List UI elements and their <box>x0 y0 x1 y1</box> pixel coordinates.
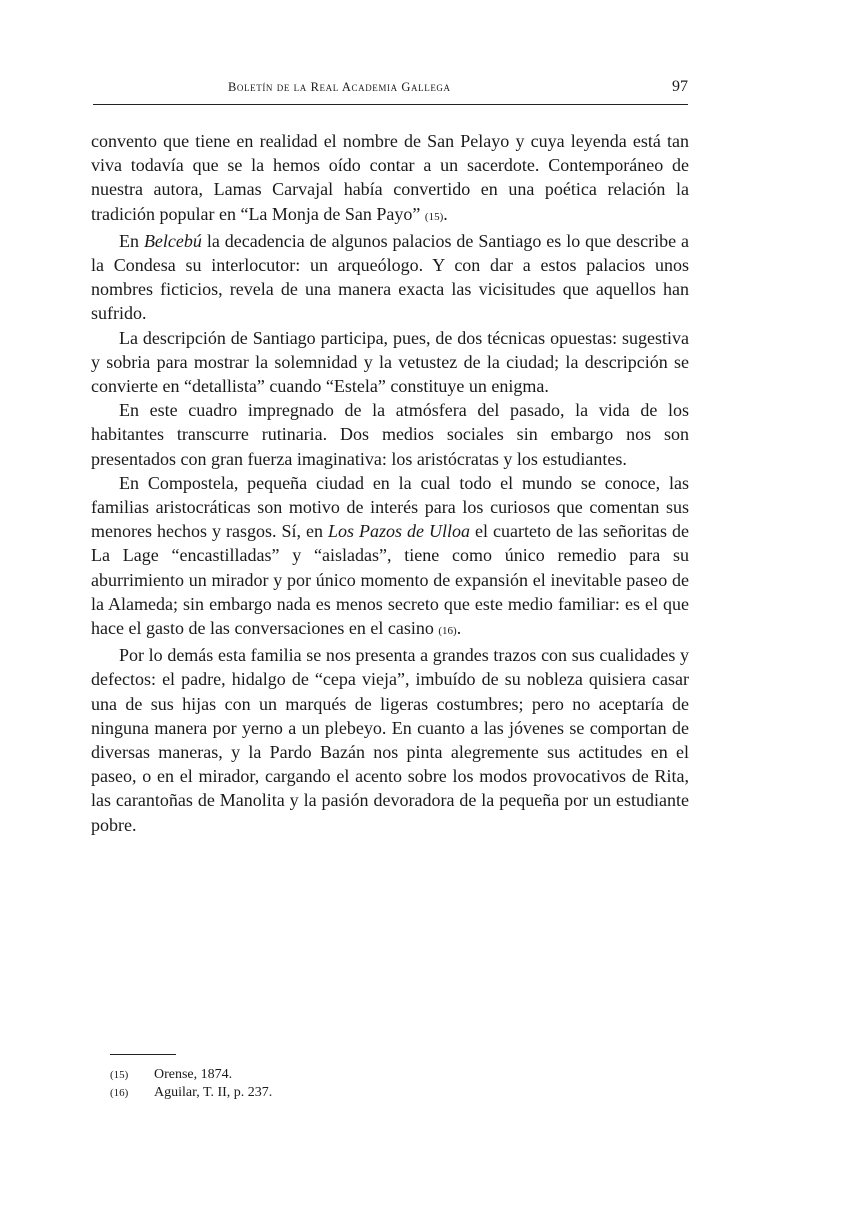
italic-title: Los Pazos de Ulloa <box>328 521 471 542</box>
page-number: 97 <box>672 78 688 95</box>
paragraph <box>91 326 689 399</box>
journal-title: Boletín de la Real Academia Gallega <box>228 80 451 94</box>
text-segment: Por lo demás esta familia se nos presenta a grandes trazos con sus cualidades y defectos: el padre, hidalgo de “cepa vieja”, imbuído de su nobleza quisiera casar una de sus hijas con un marqués de ligeras costumbres; pero no aceptaría de ninguna manera por yerno a un plebeyo. En cuanto a las jóvenes se comportan de diversas maneras, y la Pardo Bazán nos pinta alegremente sus actitudes en el paseo, o en el mirador, cargando el acento sobre los modos provocativos de Rita, las carantoñas de Manolita y la pasión devoradora de la pequeña por un estudiante pobre. <box>91 645 689 835</box>
footnote <box>110 1084 560 1102</box>
text-segment: la decadencia de algunos palacios de Santiago es lo que describe a la Condesa su interlocutor: un arqueólogo. Y con dar a estos palacios unos nombres ficticios, revela de una manera exacta las vicisitudes que aquellos han sufrido. <box>91 230 689 324</box>
italic-title: Belcebú <box>143 230 202 251</box>
paragraph <box>91 471 689 643</box>
paragraph <box>91 398 689 471</box>
footnote-mark: (15) <box>110 1069 129 1081</box>
footnote-text: Aguilar, T. II, p. 237. <box>154 1085 273 1100</box>
paragraph <box>91 129 689 229</box>
text-segment: convento que tiene en realidad el nombre de San Pelayo y cuya leyenda está tan viva todavía que se la hemos oído contar a un sacerdote. Contemporáneo de nuestra autora, Lamas Carvajal había convertido en una poética relación la tradición popular en “La Monja de San Payo” <box>91 131 689 224</box>
text-segment: . <box>443 203 448 224</box>
text-segment: . <box>456 618 462 639</box>
header-rule <box>93 104 688 105</box>
footnotes <box>110 1066 560 1102</box>
main-text <box>91 129 689 837</box>
footnote-reference: (15) <box>424 210 444 223</box>
footnote-reference: (16) <box>438 625 457 638</box>
footnote-text: Orense, 1874. <box>154 1067 233 1082</box>
paragraph <box>91 643 689 837</box>
footnote <box>110 1066 560 1084</box>
running-header <box>88 78 688 100</box>
text-segment: En este cuadro impregnado de la atmósfera del pasado, la vida de los habitantes transcurre rutinaria. Dos medios sociales sin embargo nos son presentados con gran fuerza imaginativa: los aristócratas y los estudiantes. <box>91 400 689 469</box>
text-segment: En Compostela, pequeña ciudad en la cual todo el mundo se conoce, las familias aristocráticas son motivo de interés para los curiosos que comentan sus menores hechos y rasgos. Sí, en <box>91 472 689 542</box>
footnote-mark: (16) <box>110 1087 129 1099</box>
footnote-rule <box>110 1054 176 1055</box>
paragraph <box>91 229 689 326</box>
text-segment: En <box>119 230 144 251</box>
text-segment: el cuarteto de las señoritas de La Lage “encastilladas” y “aisladas”, tiene como único remedio para su aburrimiento un mirador y por único momento de expansión el inevitable paseo de la Alameda; sin embargo nada es menos secreto que este medio familiar: es el que hace el gasto de las conversaciones en el casino <box>91 521 689 639</box>
text-segment: La descripción de Santiago participa, pues, de dos técnicas opuestas: sugestiva y sobria para mostrar la solemnidad y la vetustez de la ciudad; la descripción se convierte en “detallista” cuando “Estela” constituye un enigma. <box>91 327 689 397</box>
